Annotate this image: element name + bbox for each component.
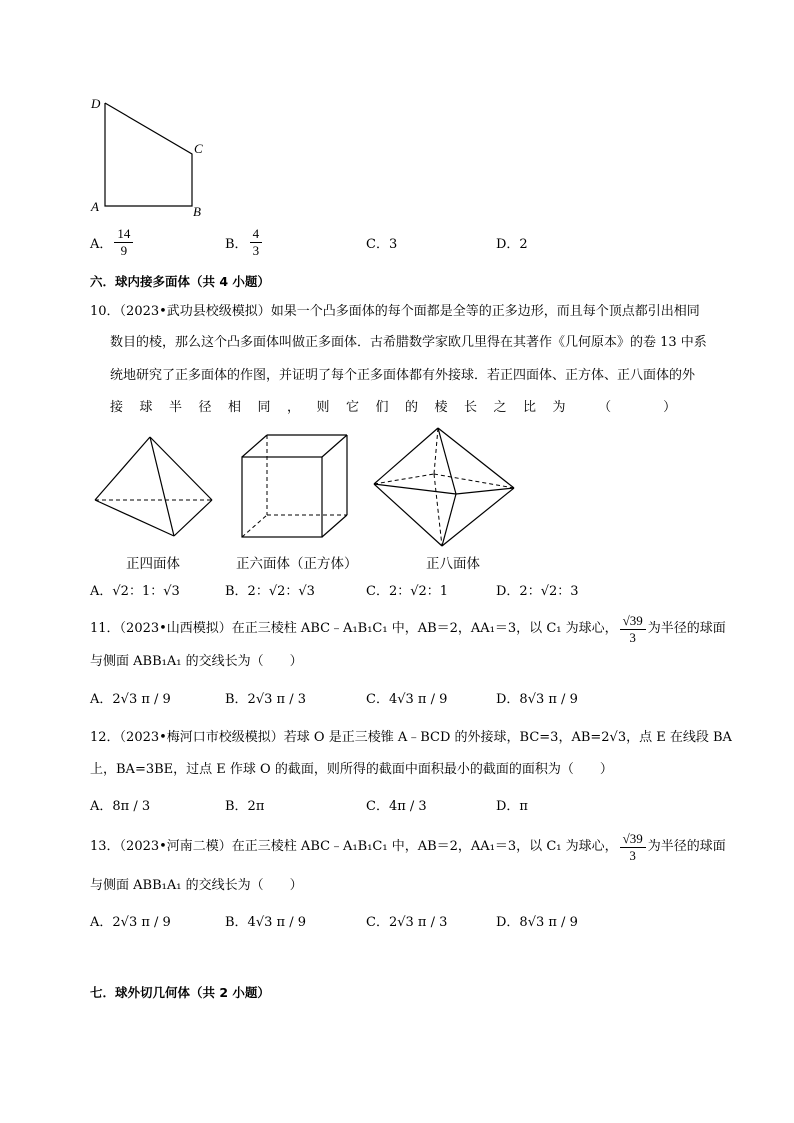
- trapezoid-outline: [105, 103, 192, 206]
- q10-options: [90, 572, 710, 606]
- q13-radius-fraction: [620, 832, 646, 863]
- q12-option-b: B．2π: [225, 798, 265, 814]
- q9-option-b-denominator: 3: [252, 242, 260, 258]
- q10-option-d: D．2：√2：3: [496, 583, 579, 599]
- q11-option-b: B．2√3 π / 3: [225, 691, 306, 707]
- label-d: D: [91, 96, 101, 111]
- q13-line-1-post: 为半径的球面: [647, 839, 726, 854]
- q11-radius-denominator: 3: [629, 629, 636, 645]
- cube-label: 正六面体（正方体）: [236, 556, 358, 572]
- q10-line-4-text: 接球半径相同，则它们的棱长之比为: [110, 400, 583, 415]
- q11-line-2: 与侧面 ABB₁A₁ 的交线长为（ ）: [90, 654, 303, 669]
- q9-option-b-fraction: [250, 227, 263, 258]
- q12-option-d: D．π: [496, 798, 528, 814]
- label-c: C: [194, 141, 203, 156]
- q9-options: [90, 225, 710, 259]
- q10-option-a: A．√2：1：√3: [90, 583, 180, 599]
- q12-option-a: A．8π / 3: [90, 798, 151, 814]
- q9-option-a-denominator: 9: [120, 242, 128, 258]
- q11-radius-fraction: [620, 614, 646, 645]
- q13-line-1: [90, 830, 726, 864]
- tetrahedron-figure: [92, 432, 217, 542]
- tetrahedron-label: 正四面体: [126, 556, 180, 572]
- q13-options: [90, 903, 710, 937]
- q12-line-2: 上，BA=3BE，过点 E 作球 O 的截面，则所得的截面中面积最小的截面的面积为（ ）: [90, 762, 613, 777]
- q9-option-a-letter: A．: [90, 236, 113, 252]
- q12-line-1: 12．（2023•梅河口市校级模拟）若球 O 是正三棱锥 A﹣BCD 的外接球，BC=3，AB=2√3，点 E 在线段 BA: [90, 730, 732, 745]
- q10-line-4: [110, 398, 676, 418]
- q13-option-d: D．8√3 π / 9: [496, 914, 578, 930]
- q9-option-d: D．2: [496, 236, 528, 252]
- q11-line-1: [90, 612, 726, 646]
- q13-option-a: A．2√3 π / 9: [90, 914, 171, 930]
- q11-option-d: D．8√3 π / 9: [496, 691, 578, 707]
- q13-line-1-text: 13．（2023•河南二模）在正三棱柱 ABC﹣A₁B₁C₁ 中，AB＝2，AA₁＝3，以 C₁ 为球心，: [90, 839, 618, 854]
- q11-line-1-post: 为半径的球面: [647, 621, 726, 636]
- q10-answer-paren: （ ）: [598, 400, 677, 415]
- trapezoid-figure: [80, 92, 220, 222]
- q11-radius-numerator: √39: [620, 614, 646, 630]
- q11-line-1-text: 11．（2023•山西模拟）在正三棱柱 ABC﹣A₁B₁C₁ 中，AB＝2，AA₁＝3，以 C₁ 为球心，: [90, 621, 618, 636]
- q13-radius-numerator: √39: [620, 832, 646, 848]
- q10-option-b: B．2：√2：√3: [225, 583, 315, 599]
- octahedron-label: 正八面体: [426, 556, 480, 572]
- q12-options: [90, 787, 710, 821]
- q9-option-a-fraction: [114, 227, 133, 258]
- q10-line-2: 数目的棱，那么这个凸多面体叫做正多面体．古希腊数学家欧几里得在其著作《几何原本》的卷 13 中系: [110, 335, 707, 350]
- q10-line-3: 统地研究了正多面体的作图，并证明了每个正多面体都有外接球．若正四面体、正方体、正八面体的外: [110, 368, 696, 383]
- label-b: B: [193, 204, 201, 219]
- cube-figure: [240, 432, 355, 542]
- section-6-heading: 六．球内接多面体（共 4 小题）: [90, 274, 270, 289]
- q11-option-a: A．2√3 π / 9: [90, 691, 171, 707]
- q9-option-b: [225, 225, 264, 259]
- q13-line-2: 与侧面 ABB₁A₁ 的交线长为（ ）: [90, 878, 303, 893]
- q9-option-a: [90, 225, 135, 259]
- octahedron-figure: [372, 426, 517, 548]
- q10-option-c: C．2：√2：1: [366, 583, 449, 599]
- q11-option-c: C．4√3 π / 9: [366, 691, 448, 707]
- q13-option-b: B．4√3 π / 9: [225, 914, 306, 930]
- q9-option-c: C．3: [366, 236, 398, 252]
- q9-option-b-letter: B．: [225, 236, 248, 252]
- q13-radius-denominator: 3: [629, 847, 636, 863]
- q10-line-1: 10．（2023•武功县校级模拟）如果一个凸多面体的每个面都是全等的正多边形，而且每个顶点都引出相同: [90, 304, 700, 319]
- q12-option-c: C．4π / 3: [366, 798, 427, 814]
- label-a: A: [91, 199, 99, 214]
- q13-option-c: C．2√3 π / 3: [366, 914, 448, 930]
- section-7-heading: 七．球外切几何体（共 2 小题）: [90, 985, 270, 1000]
- q11-options: [90, 680, 710, 714]
- q9-option-b-numerator: 4: [250, 227, 263, 243]
- q9-option-a-numerator: 14: [114, 227, 133, 243]
